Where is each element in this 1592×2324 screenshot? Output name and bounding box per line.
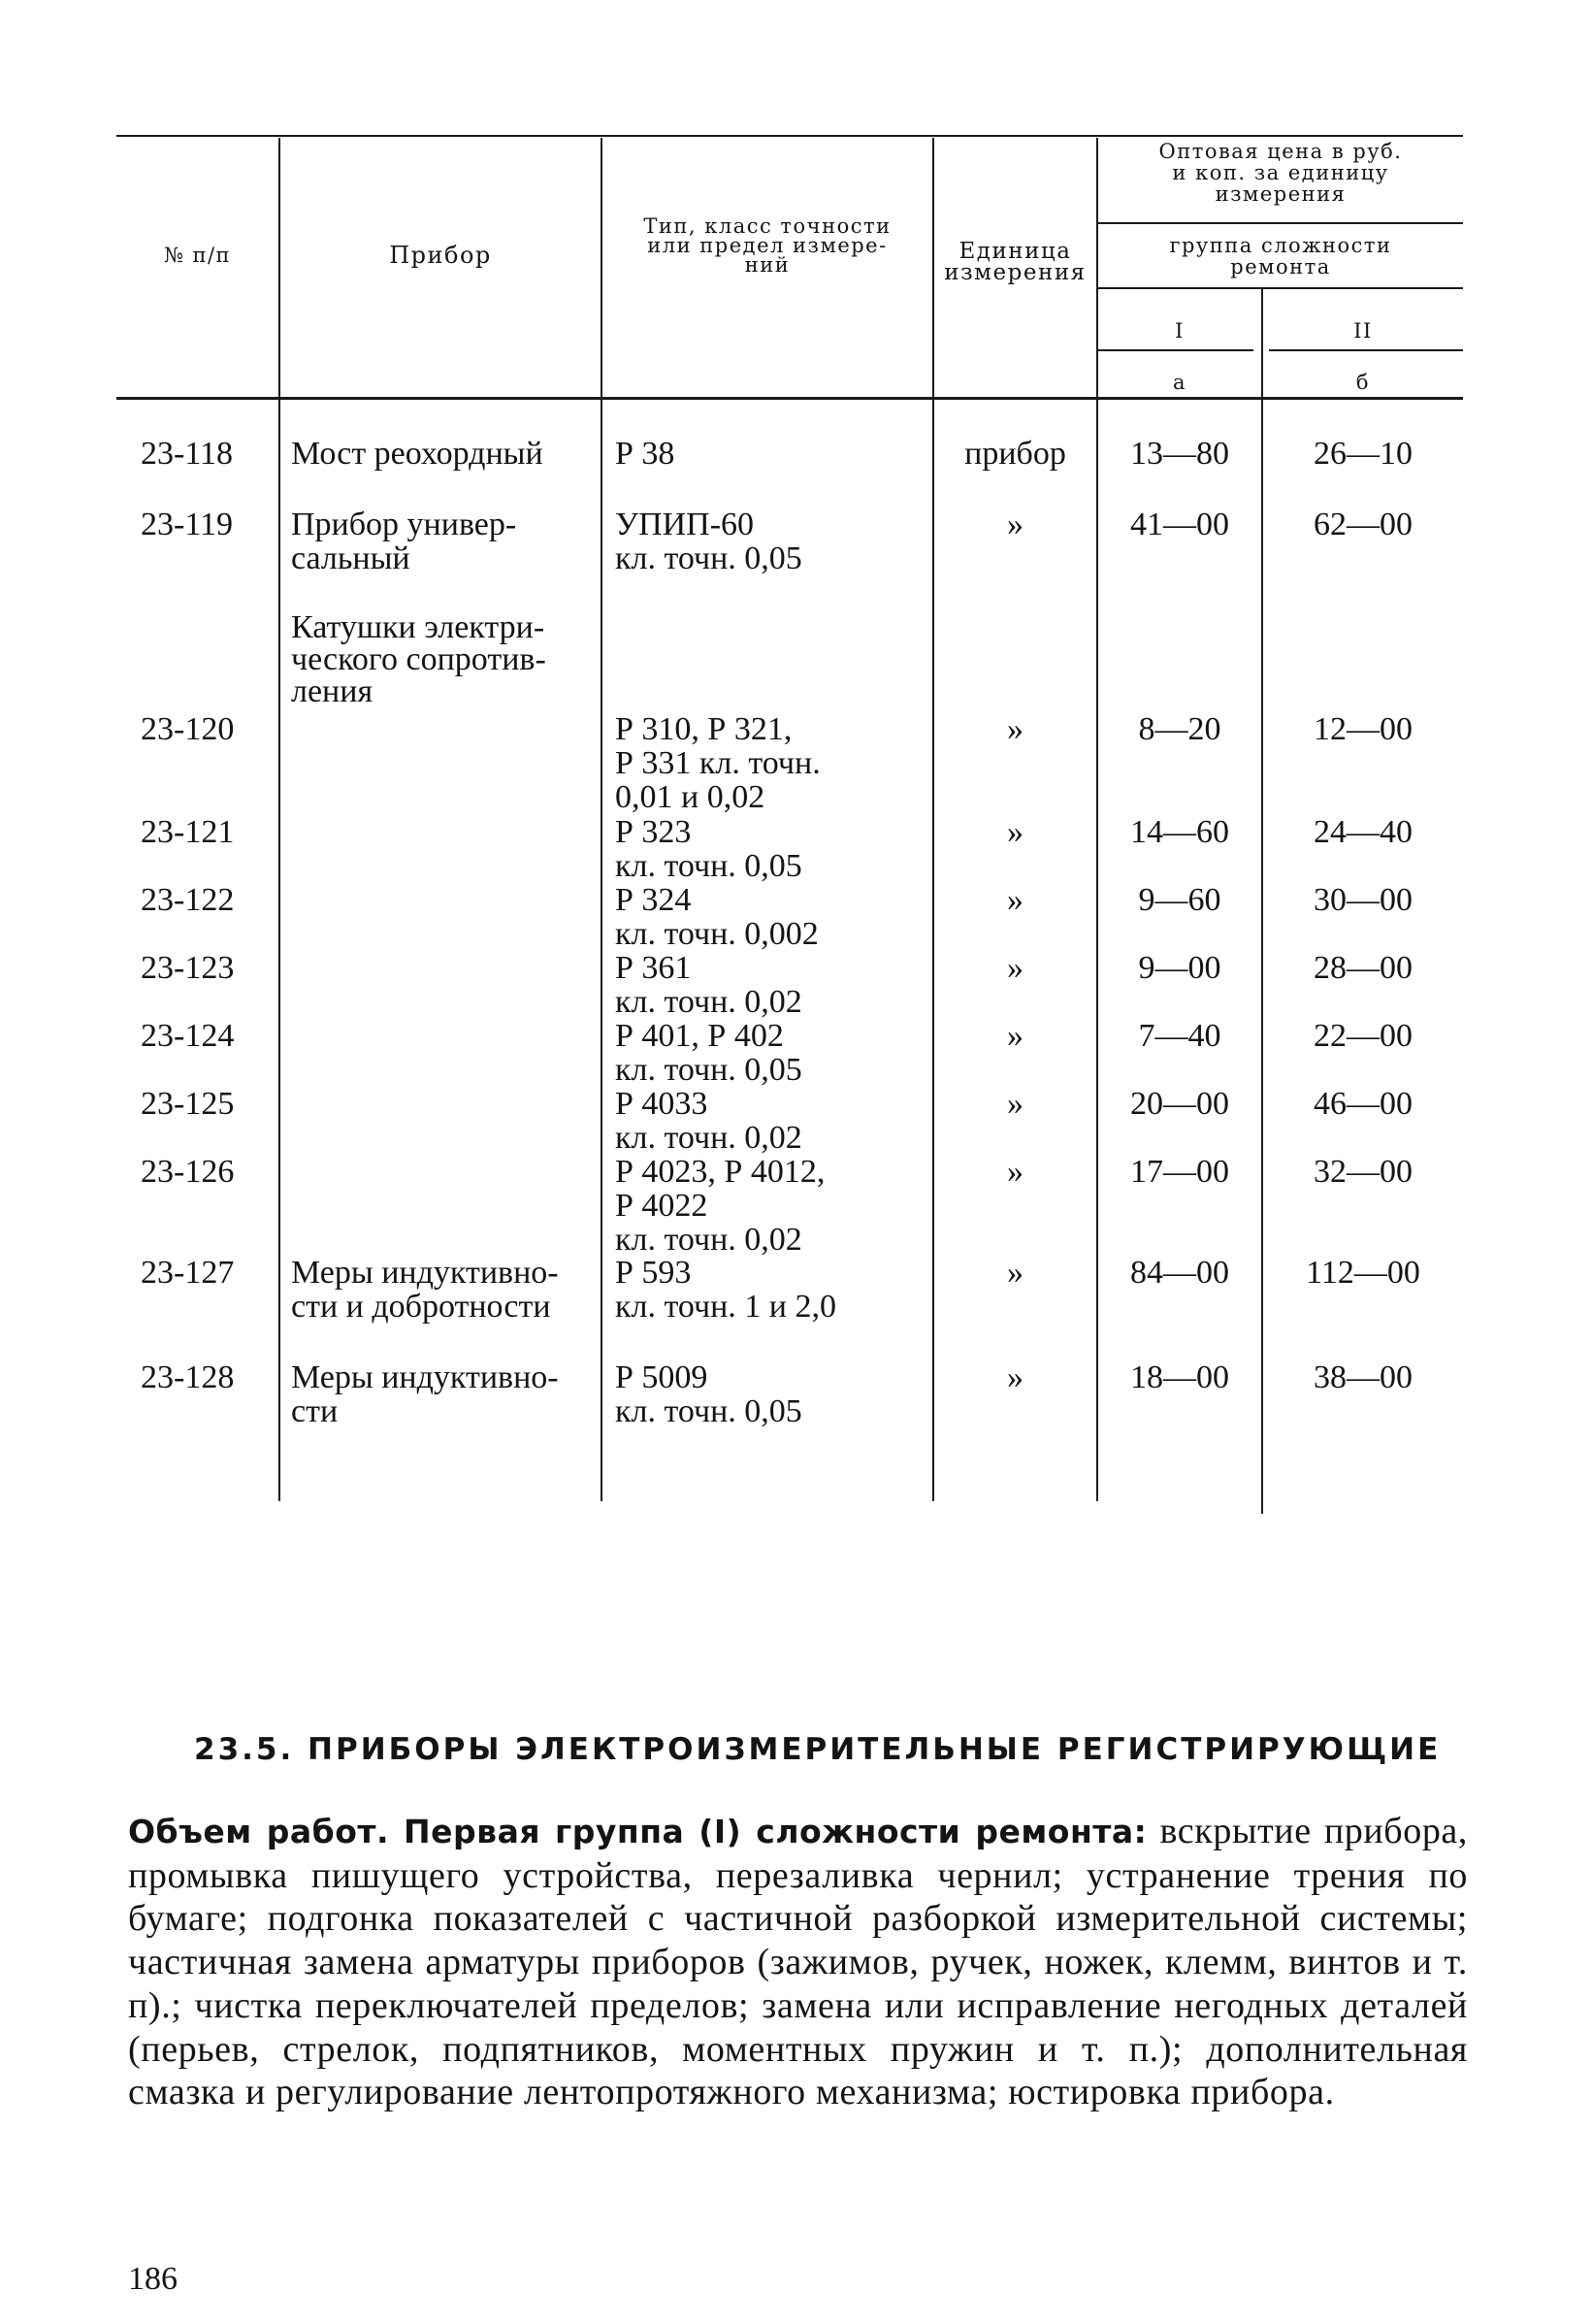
row-price-I: 9—00 — [1138, 950, 1221, 986]
header-group-line: группа сложности — [1169, 234, 1392, 257]
row-unit: » — [1007, 1018, 1023, 1054]
section-title: 23.5. ПРИБОРЫ ЭЛЕКТРОИЗМЕРИТЕЛЬНЫЕ РЕГИСТРИРУЮЩИЕ — [194, 1732, 1442, 1767]
row-price-I: 17—00 — [1130, 1154, 1229, 1190]
row-price-I: 9—60 — [1138, 882, 1221, 918]
row-price-II: 112—00 — [1306, 1255, 1420, 1291]
type-line: кл. точн. 0,05 — [615, 1393, 802, 1429]
type-line: Р 401, Р 402 — [615, 1018, 784, 1054]
header-type-line: Тип, класс точности — [643, 214, 892, 238]
row-type — [615, 507, 802, 575]
type-line: 0,01 и 0,02 — [615, 779, 765, 815]
row-price-II: 32—00 — [1314, 1154, 1413, 1190]
header-price-line: измерения — [1215, 182, 1347, 206]
row-price-II: 24—40 — [1314, 814, 1413, 850]
row-num: 23-118 — [141, 436, 234, 472]
type-line: кл. точн. 0,02 — [615, 1222, 802, 1258]
work-scope-paragraph — [128, 1810, 1468, 2114]
header-type-line: или предел измере- — [647, 234, 888, 257]
row-device — [291, 507, 516, 575]
type-line: Р 4033 — [615, 1086, 708, 1122]
group-II-rule — [1269, 349, 1463, 351]
row-type — [615, 1155, 825, 1257]
device-line: ления — [291, 673, 374, 709]
page-number: 186 — [128, 2261, 178, 2297]
row-price-II: 38—00 — [1314, 1359, 1413, 1395]
row-type — [615, 883, 819, 951]
row-device — [291, 1256, 559, 1324]
device-line: ческого сопротив- — [291, 641, 546, 677]
column-rule-1 — [278, 138, 280, 1501]
type-line: кл. точн. 0,05 — [615, 540, 802, 576]
row-type — [615, 815, 802, 883]
device-line: Прибор универ- — [291, 507, 517, 542]
type-line: кл. точн. 0,05 — [615, 848, 802, 884]
type-line: Р 323 — [615, 814, 692, 850]
type-line: кл. точн. 1 и 2,0 — [615, 1289, 837, 1325]
row-unit: » — [1007, 950, 1023, 986]
row-price-II: 46—00 — [1314, 1086, 1413, 1122]
table-top-rule — [116, 135, 1463, 137]
type-line: Р 5009 — [615, 1359, 708, 1395]
price-header-rule — [1098, 222, 1463, 224]
row-price-I: 41—00 — [1130, 507, 1229, 542]
column-rule-2 — [601, 138, 602, 1501]
header-num: № п/п — [163, 244, 232, 267]
type-line: кл. точн. 0,02 — [615, 1120, 802, 1156]
header-unit-line: Единица — [958, 239, 1072, 264]
row-type — [615, 1360, 802, 1428]
row-num: 23-121 — [141, 814, 235, 850]
row-unit: » — [1007, 1154, 1023, 1190]
row-price-I: 13—80 — [1130, 436, 1229, 472]
row-price-I: 14—60 — [1130, 814, 1229, 850]
type-line: Р 361 — [615, 950, 692, 986]
row-unit: » — [1007, 1359, 1023, 1395]
device-line: Меры индуктивно- — [291, 1359, 559, 1395]
header-sub-a: а — [1172, 371, 1187, 394]
row-price-II: 62—00 — [1314, 507, 1413, 542]
device-line: сти — [291, 1393, 339, 1429]
type-line: УПИП-60 — [615, 507, 755, 542]
row-price-II: 22—00 — [1314, 1018, 1413, 1054]
row-price-I: 20—00 — [1130, 1086, 1229, 1122]
header-unit-line: измерения — [944, 260, 1087, 285]
row-device — [291, 611, 546, 707]
row-unit: » — [1007, 1086, 1023, 1122]
header-group-line: ремонта — [1230, 255, 1331, 278]
header-unit — [934, 241, 1096, 283]
row-type — [615, 951, 802, 1019]
type-line: Р 324 — [615, 882, 692, 918]
row-unit: » — [1007, 507, 1023, 542]
device-line: Катушки электри- — [291, 609, 545, 645]
row-num: 23-128 — [141, 1359, 235, 1395]
row-price-I: 18—00 — [1130, 1359, 1229, 1395]
row-type — [615, 1256, 836, 1324]
row-type — [615, 1019, 802, 1087]
row-num: 23-126 — [141, 1154, 235, 1190]
type-line: Р 593 — [615, 1255, 692, 1291]
row-num: 23-127 — [141, 1255, 235, 1291]
paragraph-body: вскрытие прибора, промывка пишущего устройства, перезаливка чернил; устранение трения по бумаге; подгонка показателей с частичной разборкой измерительной системы; частичная замена арматуры приборов (зажимов, ручек, ножек, клемм, винтов и т. п).; чистка переключателей пределов; замена или исправление негодных деталей (перьев, стрелок, подпятников, моментных пружин и т. п.); дополнительная смазка и регулирование лентопротяжного механизма; юстировка прибора. — [128, 1811, 1468, 2113]
device-line: Меры индуктивно- — [291, 1255, 559, 1291]
row-num: 23-122 — [141, 882, 235, 918]
row-price-I: 84—00 — [1130, 1255, 1229, 1291]
row-type — [615, 712, 821, 814]
header-price — [1098, 141, 1463, 205]
row-type — [615, 1087, 802, 1155]
row-unit: » — [1007, 814, 1023, 850]
device-line: Мост реохордный — [291, 436, 543, 472]
row-price-II: 28—00 — [1314, 950, 1413, 986]
header-group-II: II — [1353, 319, 1373, 343]
row-unit: » — [1007, 1255, 1023, 1291]
row-price-I: 7—40 — [1138, 1018, 1221, 1054]
header-price-line: Оптовая цена в руб. — [1158, 140, 1403, 163]
type-line: кл. точн. 0,05 — [615, 1052, 802, 1088]
type-line: Р 38 — [615, 436, 675, 472]
row-device — [291, 1360, 559, 1428]
row-unit: » — [1007, 711, 1023, 747]
row-num: 23-125 — [141, 1086, 235, 1122]
paragraph-lead: Объем работ. Первая группа (I) сложности ремонта: — [128, 1813, 1148, 1850]
row-price-II: 30—00 — [1314, 882, 1413, 918]
type-line: Р 4022 — [615, 1188, 708, 1224]
row-num: 23-119 — [141, 507, 234, 542]
device-line: сальный — [291, 540, 410, 576]
group-header-rule — [1098, 287, 1463, 289]
row-price-I: 8—20 — [1138, 711, 1221, 747]
row-unit: прибор — [964, 436, 1066, 472]
header-price-line: и коп. за единицу — [1172, 161, 1389, 184]
header-group-I: I — [1175, 319, 1185, 343]
row-price-II: 26—10 — [1314, 436, 1413, 472]
row-device — [291, 437, 543, 471]
type-line: кл. точн. 0,002 — [615, 916, 819, 952]
header-type — [602, 215, 932, 276]
group-I-rule — [1098, 349, 1253, 351]
device-line: сти и добротности — [291, 1289, 551, 1325]
type-line: Р 310, Р 321, — [615, 711, 793, 747]
row-unit: » — [1007, 882, 1023, 918]
type-line: Р 331 кл. точн. — [615, 745, 821, 781]
row-price-II: 12—00 — [1314, 711, 1413, 747]
row-num: 23-123 — [141, 950, 235, 986]
row-num: 23-124 — [141, 1018, 235, 1054]
header-group — [1098, 235, 1463, 278]
header-device: Прибор — [389, 242, 492, 269]
type-line: кл. точн. 0,02 — [615, 984, 802, 1020]
header-sub-b: б — [1355, 371, 1371, 394]
header-type-line: ний — [744, 253, 791, 277]
row-num: 23-120 — [141, 711, 235, 747]
type-line: Р 4023, Р 4012, — [615, 1154, 826, 1190]
row-type — [615, 437, 674, 471]
